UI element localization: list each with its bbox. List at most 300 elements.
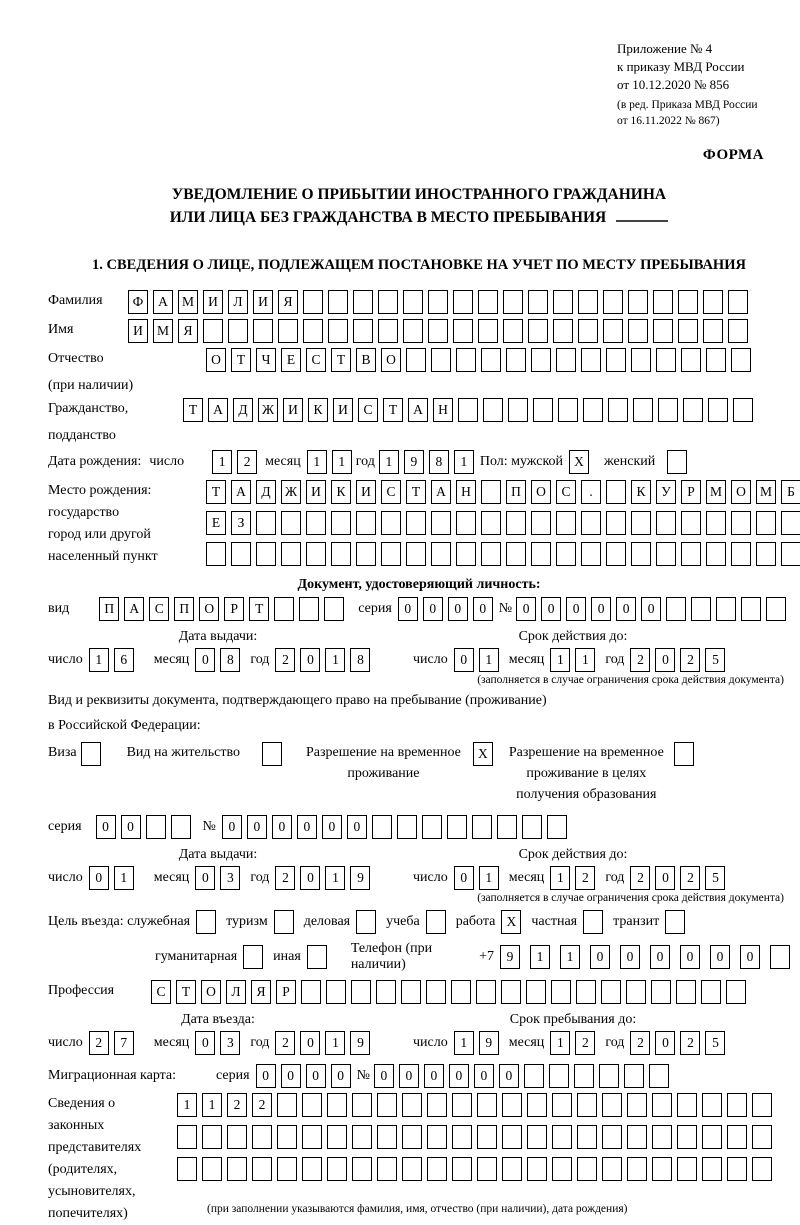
visa-checkbox[interactable] <box>81 742 101 766</box>
char-cell[interactable] <box>752 1093 772 1117</box>
char-cell[interactable] <box>703 319 723 343</box>
char-cell[interactable] <box>277 1157 297 1181</box>
char-cell[interactable]: 0 <box>474 1064 494 1088</box>
char-cell[interactable] <box>478 290 498 314</box>
char-cell[interactable]: 0 <box>300 866 320 890</box>
char-cell[interactable]: Р <box>224 597 244 621</box>
char-cell[interactable]: 0 <box>256 1064 276 1088</box>
char-cell[interactable] <box>678 290 698 314</box>
char-cell[interactable] <box>508 398 528 422</box>
char-cell[interactable] <box>302 1093 322 1117</box>
char-cell[interactable]: 1 <box>202 1093 222 1117</box>
char-cell[interactable] <box>656 511 676 535</box>
char-cell[interactable]: 2 <box>680 866 700 890</box>
char-cell[interactable] <box>752 1157 772 1181</box>
char-cell[interactable] <box>533 398 553 422</box>
char-cell[interactable] <box>481 348 501 372</box>
char-cell[interactable]: 0 <box>399 1064 419 1088</box>
char-cell[interactable]: Т <box>406 480 426 504</box>
char-cell[interactable] <box>578 319 598 343</box>
char-cell[interactable]: Е <box>206 511 226 535</box>
char-cell[interactable]: 0 <box>454 648 474 672</box>
char-cell[interactable] <box>431 348 451 372</box>
tourism-checkbox[interactable] <box>274 910 294 934</box>
char-cell[interactable]: Т <box>331 348 351 372</box>
char-cell[interactable] <box>577 1093 597 1117</box>
char-cell[interactable] <box>652 1093 672 1117</box>
char-cell[interactable] <box>328 290 348 314</box>
transit-checkbox[interactable] <box>665 910 685 934</box>
char-cell[interactable] <box>652 1157 672 1181</box>
char-cell[interactable]: 1 <box>550 1031 570 1055</box>
char-cell[interactable]: 0 <box>680 945 700 969</box>
char-cell[interactable]: 3 <box>220 1031 240 1055</box>
char-cell[interactable] <box>306 542 326 566</box>
char-cell[interactable] <box>576 980 596 1004</box>
char-cell[interactable]: Д <box>233 398 253 422</box>
char-cell[interactable] <box>741 597 761 621</box>
char-cell[interactable] <box>547 815 567 839</box>
char-cell[interactable]: 0 <box>195 648 215 672</box>
char-cell[interactable] <box>253 319 273 343</box>
char-cell[interactable]: С <box>306 348 326 372</box>
char-cell[interactable] <box>556 348 576 372</box>
char-cell[interactable]: Т <box>249 597 269 621</box>
char-cell[interactable] <box>447 815 467 839</box>
char-cell[interactable] <box>652 1125 672 1149</box>
char-cell[interactable]: 0 <box>247 815 267 839</box>
char-cell[interactable]: 0 <box>454 866 474 890</box>
char-cell[interactable] <box>752 1125 772 1149</box>
char-cell[interactable]: 2 <box>227 1093 247 1117</box>
char-cell[interactable]: Я <box>178 319 198 343</box>
char-cell[interactable] <box>256 511 276 535</box>
char-cell[interactable]: М <box>153 319 173 343</box>
char-cell[interactable] <box>581 348 601 372</box>
char-cell[interactable] <box>206 542 226 566</box>
char-cell[interactable] <box>453 319 473 343</box>
char-cell[interactable]: И <box>306 480 326 504</box>
char-cell[interactable]: 0 <box>272 815 292 839</box>
char-cell[interactable] <box>676 980 696 1004</box>
char-cell[interactable] <box>352 1125 372 1149</box>
char-cell[interactable]: 2 <box>237 450 257 474</box>
char-cell[interactable] <box>603 290 623 314</box>
char-cell[interactable]: 0 <box>710 945 730 969</box>
char-cell[interactable] <box>681 542 701 566</box>
char-cell[interactable] <box>477 1093 497 1117</box>
char-cell[interactable]: А <box>431 480 451 504</box>
char-cell[interactable]: К <box>308 398 328 422</box>
char-cell[interactable]: 6 <box>114 648 134 672</box>
char-cell[interactable] <box>302 1157 322 1181</box>
char-cell[interactable]: 0 <box>195 1031 215 1055</box>
char-cell[interactable]: 0 <box>516 597 536 621</box>
char-cell[interactable]: 1 <box>479 866 499 890</box>
char-cell[interactable] <box>552 1157 572 1181</box>
char-cell[interactable] <box>524 1064 544 1088</box>
char-cell[interactable] <box>727 1093 747 1117</box>
char-cell[interactable] <box>726 980 746 1004</box>
char-cell[interactable] <box>653 290 673 314</box>
char-cell[interactable] <box>502 1093 522 1117</box>
char-cell[interactable] <box>501 980 521 1004</box>
char-cell[interactable]: О <box>531 480 551 504</box>
char-cell[interactable]: 0 <box>96 815 116 839</box>
char-cell[interactable] <box>274 597 294 621</box>
char-cell[interactable] <box>451 980 471 1004</box>
char-cell[interactable] <box>431 511 451 535</box>
char-cell[interactable]: 0 <box>541 597 561 621</box>
char-cell[interactable]: И <box>333 398 353 422</box>
char-cell[interactable] <box>202 1125 222 1149</box>
char-cell[interactable]: 1 <box>379 450 399 474</box>
char-cell[interactable] <box>458 398 478 422</box>
char-cell[interactable] <box>377 1093 397 1117</box>
char-cell[interactable] <box>702 1125 722 1149</box>
char-cell[interactable]: А <box>231 480 251 504</box>
char-cell[interactable] <box>378 319 398 343</box>
char-cell[interactable] <box>406 542 426 566</box>
char-cell[interactable]: И <box>203 290 223 314</box>
char-cell[interactable] <box>406 511 426 535</box>
char-cell[interactable] <box>626 980 646 1004</box>
char-cell[interactable]: 7 <box>114 1031 134 1055</box>
char-cell[interactable] <box>531 348 551 372</box>
char-cell[interactable] <box>681 348 701 372</box>
char-cell[interactable]: А <box>408 398 428 422</box>
char-cell[interactable] <box>331 511 351 535</box>
char-cell[interactable] <box>302 1125 322 1149</box>
char-cell[interactable]: Р <box>276 980 296 1004</box>
char-cell[interactable] <box>477 1125 497 1149</box>
char-cell[interactable] <box>574 1064 594 1088</box>
char-cell[interactable] <box>356 511 376 535</box>
char-cell[interactable] <box>456 542 476 566</box>
char-cell[interactable]: 9 <box>350 866 370 890</box>
char-cell[interactable] <box>372 815 392 839</box>
char-cell[interactable] <box>766 597 786 621</box>
char-cell[interactable]: 2 <box>275 648 295 672</box>
char-cell[interactable] <box>303 319 323 343</box>
char-cell[interactable] <box>427 1157 447 1181</box>
char-cell[interactable]: 1 <box>454 450 474 474</box>
char-cell[interactable]: Т <box>183 398 203 422</box>
char-cell[interactable]: 0 <box>620 945 640 969</box>
char-cell[interactable] <box>522 815 542 839</box>
char-cell[interactable]: 1 <box>325 648 345 672</box>
char-cell[interactable] <box>599 1064 619 1088</box>
char-cell[interactable] <box>658 398 678 422</box>
char-cell[interactable] <box>403 319 423 343</box>
char-cell[interactable] <box>402 1157 422 1181</box>
char-cell[interactable] <box>278 319 298 343</box>
char-cell[interactable] <box>606 542 626 566</box>
char-cell[interactable]: 0 <box>590 945 610 969</box>
char-cell[interactable] <box>281 511 301 535</box>
char-cell[interactable] <box>481 480 501 504</box>
char-cell[interactable] <box>528 319 548 343</box>
char-cell[interactable] <box>481 542 501 566</box>
char-cell[interactable] <box>702 1157 722 1181</box>
char-cell[interactable] <box>531 511 551 535</box>
char-cell[interactable]: М <box>756 480 776 504</box>
char-cell[interactable] <box>427 1125 447 1149</box>
char-cell[interactable] <box>228 319 248 343</box>
char-cell[interactable]: 5 <box>705 1031 725 1055</box>
char-cell[interactable]: О <box>731 480 751 504</box>
char-cell[interactable]: 1 <box>114 866 134 890</box>
char-cell[interactable]: А <box>153 290 173 314</box>
char-cell[interactable] <box>256 542 276 566</box>
char-cell[interactable] <box>627 1125 647 1149</box>
char-cell[interactable]: 8 <box>350 648 370 672</box>
char-cell[interactable]: П <box>99 597 119 621</box>
char-cell[interactable] <box>706 511 726 535</box>
char-cell[interactable] <box>402 1125 422 1149</box>
char-cell[interactable]: Ч <box>256 348 276 372</box>
char-cell[interactable] <box>770 945 790 969</box>
char-cell[interactable]: Ф <box>128 290 148 314</box>
char-cell[interactable] <box>583 398 603 422</box>
temp-residence-edu-checkbox[interactable] <box>674 742 694 766</box>
char-cell[interactable] <box>352 1093 372 1117</box>
char-cell[interactable] <box>497 815 517 839</box>
char-cell[interactable] <box>553 319 573 343</box>
char-cell[interactable] <box>653 319 673 343</box>
char-cell[interactable]: 5 <box>705 866 725 890</box>
char-cell[interactable] <box>402 1093 422 1117</box>
char-cell[interactable] <box>306 511 326 535</box>
char-cell[interactable] <box>708 398 728 422</box>
char-cell[interactable]: У <box>656 480 676 504</box>
char-cell[interactable]: Т <box>383 398 403 422</box>
char-cell[interactable]: 1 <box>89 648 109 672</box>
char-cell[interactable]: 0 <box>306 1064 326 1088</box>
char-cell[interactable]: 9 <box>500 945 520 969</box>
char-cell[interactable]: 0 <box>347 815 367 839</box>
char-cell[interactable] <box>651 980 671 1004</box>
char-cell[interactable] <box>376 980 396 1004</box>
char-cell[interactable] <box>452 1093 472 1117</box>
char-cell[interactable]: 0 <box>655 866 675 890</box>
char-cell[interactable]: 0 <box>423 597 443 621</box>
char-cell[interactable] <box>781 542 800 566</box>
char-cell[interactable] <box>731 542 751 566</box>
char-cell[interactable] <box>353 319 373 343</box>
char-cell[interactable] <box>227 1125 247 1149</box>
char-cell[interactable]: И <box>253 290 273 314</box>
char-cell[interactable] <box>252 1125 272 1149</box>
char-cell[interactable]: П <box>174 597 194 621</box>
humanitarian-checkbox[interactable] <box>243 945 263 969</box>
char-cell[interactable]: 0 <box>300 648 320 672</box>
char-cell[interactable] <box>427 1093 447 1117</box>
char-cell[interactable]: 8 <box>220 648 240 672</box>
char-cell[interactable] <box>428 319 448 343</box>
char-cell[interactable] <box>171 815 191 839</box>
char-cell[interactable] <box>456 348 476 372</box>
char-cell[interactable] <box>527 1125 547 1149</box>
char-cell[interactable]: О <box>206 348 226 372</box>
char-cell[interactable] <box>203 319 223 343</box>
char-cell[interactable]: 2 <box>89 1031 109 1055</box>
char-cell[interactable] <box>601 980 621 1004</box>
char-cell[interactable] <box>553 290 573 314</box>
char-cell[interactable] <box>377 1125 397 1149</box>
char-cell[interactable]: 0 <box>655 648 675 672</box>
char-cell[interactable]: 2 <box>575 866 595 890</box>
char-cell[interactable]: 9 <box>404 450 424 474</box>
char-cell[interactable] <box>631 348 651 372</box>
char-cell[interactable] <box>628 319 648 343</box>
char-cell[interactable]: 0 <box>449 1064 469 1088</box>
char-cell[interactable]: 2 <box>630 1031 650 1055</box>
char-cell[interactable]: 0 <box>374 1064 394 1088</box>
char-cell[interactable] <box>277 1125 297 1149</box>
work-checkbox[interactable]: X <box>501 910 521 934</box>
char-cell[interactable] <box>656 542 676 566</box>
char-cell[interactable]: С <box>151 980 171 1004</box>
char-cell[interactable]: А <box>208 398 228 422</box>
char-cell[interactable]: 0 <box>222 815 242 839</box>
char-cell[interactable]: 0 <box>281 1064 301 1088</box>
char-cell[interactable]: 0 <box>499 1064 519 1088</box>
char-cell[interactable] <box>428 290 448 314</box>
char-cell[interactable] <box>633 398 653 422</box>
char-cell[interactable] <box>581 511 601 535</box>
char-cell[interactable]: Ж <box>281 480 301 504</box>
study-checkbox[interactable] <box>426 910 446 934</box>
char-cell[interactable]: В <box>356 348 376 372</box>
char-cell[interactable]: Н <box>456 480 476 504</box>
char-cell[interactable] <box>733 398 753 422</box>
char-cell[interactable] <box>527 1157 547 1181</box>
char-cell[interactable] <box>476 980 496 1004</box>
char-cell[interactable] <box>603 319 623 343</box>
char-cell[interactable] <box>727 1157 747 1181</box>
char-cell[interactable] <box>378 290 398 314</box>
char-cell[interactable]: 1 <box>454 1031 474 1055</box>
char-cell[interactable] <box>326 980 346 1004</box>
char-cell[interactable] <box>716 597 736 621</box>
char-cell[interactable] <box>577 1125 597 1149</box>
char-cell[interactable] <box>649 1064 669 1088</box>
char-cell[interactable] <box>628 290 648 314</box>
char-cell[interactable] <box>481 511 501 535</box>
char-cell[interactable] <box>397 815 417 839</box>
char-cell[interactable] <box>403 290 423 314</box>
char-cell[interactable] <box>327 1093 347 1117</box>
char-cell[interactable]: Т <box>206 480 226 504</box>
char-cell[interactable] <box>506 511 526 535</box>
char-cell[interactable] <box>324 597 344 621</box>
char-cell[interactable]: С <box>358 398 378 422</box>
char-cell[interactable] <box>691 597 711 621</box>
char-cell[interactable] <box>677 1157 697 1181</box>
char-cell[interactable] <box>706 348 726 372</box>
char-cell[interactable]: С <box>556 480 576 504</box>
char-cell[interactable] <box>531 542 551 566</box>
char-cell[interactable] <box>426 980 446 1004</box>
char-cell[interactable]: 2 <box>575 1031 595 1055</box>
char-cell[interactable] <box>502 1157 522 1181</box>
char-cell[interactable] <box>678 319 698 343</box>
char-cell[interactable]: 3 <box>220 866 240 890</box>
temp-residence-checkbox[interactable]: X <box>473 742 493 766</box>
char-cell[interactable] <box>351 980 371 1004</box>
char-cell[interactable]: 0 <box>616 597 636 621</box>
char-cell[interactable]: 1 <box>560 945 580 969</box>
char-cell[interactable] <box>556 542 576 566</box>
char-cell[interactable] <box>352 1157 372 1181</box>
char-cell[interactable]: Т <box>231 348 251 372</box>
char-cell[interactable] <box>356 542 376 566</box>
char-cell[interactable]: П <box>506 480 526 504</box>
char-cell[interactable] <box>602 1125 622 1149</box>
char-cell[interactable] <box>683 398 703 422</box>
char-cell[interactable]: 1 <box>325 1031 345 1055</box>
char-cell[interactable] <box>503 319 523 343</box>
char-cell[interactable] <box>381 542 401 566</box>
char-cell[interactable]: 0 <box>331 1064 351 1088</box>
char-cell[interactable]: 1 <box>550 866 570 890</box>
char-cell[interactable] <box>453 290 473 314</box>
char-cell[interactable]: М <box>706 480 726 504</box>
char-cell[interactable] <box>177 1125 197 1149</box>
char-cell[interactable]: Е <box>281 348 301 372</box>
char-cell[interactable]: 8 <box>429 450 449 474</box>
char-cell[interactable]: 2 <box>680 648 700 672</box>
char-cell[interactable]: Я <box>251 980 271 1004</box>
char-cell[interactable] <box>677 1093 697 1117</box>
char-cell[interactable] <box>422 815 442 839</box>
char-cell[interactable] <box>606 511 626 535</box>
char-cell[interactable] <box>503 290 523 314</box>
char-cell[interactable] <box>728 319 748 343</box>
char-cell[interactable] <box>706 542 726 566</box>
char-cell[interactable]: Н <box>433 398 453 422</box>
char-cell[interactable]: Я <box>278 290 298 314</box>
char-cell[interactable] <box>731 348 751 372</box>
char-cell[interactable] <box>608 398 628 422</box>
char-cell[interactable] <box>227 1157 247 1181</box>
char-cell[interactable]: 0 <box>297 815 317 839</box>
char-cell[interactable] <box>477 1157 497 1181</box>
char-cell[interactable] <box>327 1125 347 1149</box>
char-cell[interactable] <box>756 542 776 566</box>
residence-permit-checkbox[interactable] <box>262 742 282 766</box>
char-cell[interactable]: 0 <box>300 1031 320 1055</box>
char-cell[interactable] <box>703 290 723 314</box>
char-cell[interactable] <box>452 1125 472 1149</box>
char-cell[interactable]: 1 <box>307 450 327 474</box>
char-cell[interactable] <box>701 980 721 1004</box>
char-cell[interactable]: 0 <box>473 597 493 621</box>
char-cell[interactable]: 1 <box>479 648 499 672</box>
char-cell[interactable]: 0 <box>566 597 586 621</box>
char-cell[interactable] <box>551 980 571 1004</box>
official-checkbox[interactable] <box>196 910 216 934</box>
char-cell[interactable] <box>456 511 476 535</box>
char-cell[interactable]: 0 <box>650 945 670 969</box>
business-checkbox[interactable] <box>356 910 376 934</box>
char-cell[interactable]: 9 <box>350 1031 370 1055</box>
char-cell[interactable] <box>756 511 776 535</box>
male-checkbox[interactable]: X <box>569 450 589 474</box>
private-checkbox[interactable] <box>583 910 603 934</box>
char-cell[interactable]: 9 <box>479 1031 499 1055</box>
